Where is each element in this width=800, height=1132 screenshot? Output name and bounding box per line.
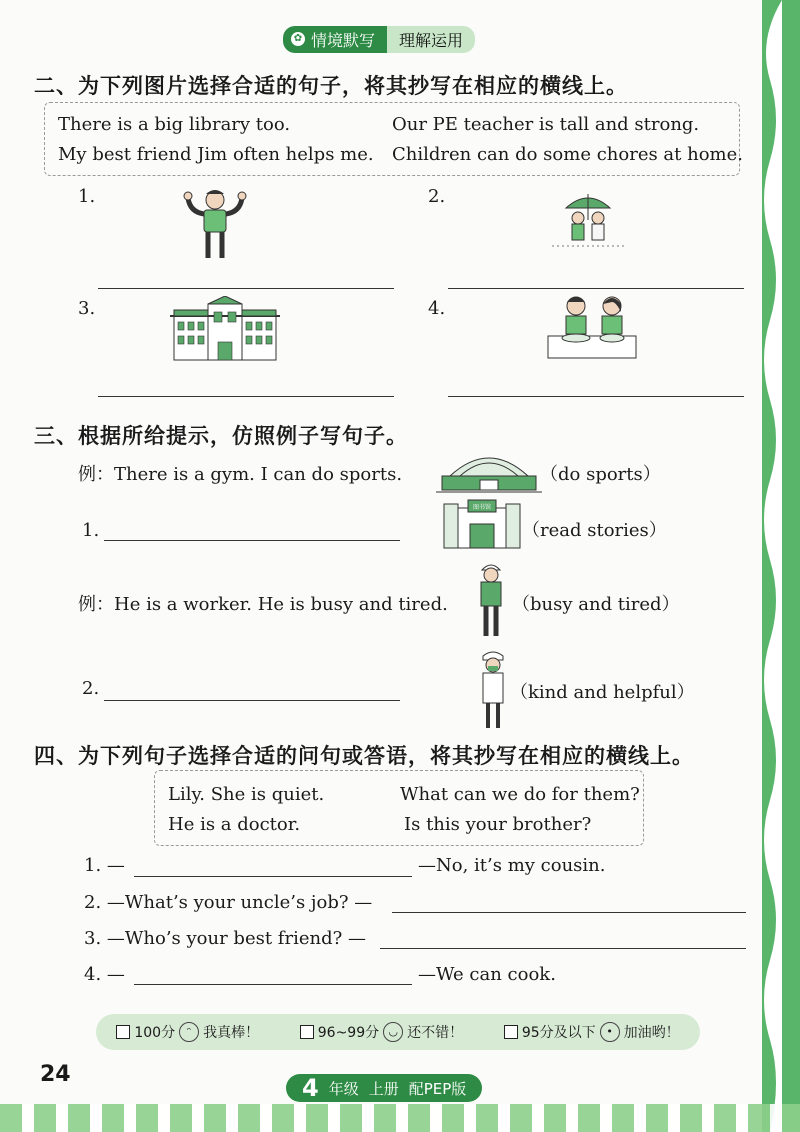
option-what-can-we-do: What can we do for them? (400, 784, 640, 805)
score-95-below[interactable] (504, 1022, 680, 1042)
encourage-face-icon: • (600, 1022, 620, 1042)
s4-answer-line-3[interactable] (380, 948, 746, 949)
self-assessment-bar (96, 1014, 700, 1050)
edition-text: 配PEP版 (408, 1079, 467, 1098)
section-2-title: 二、为下列图片选择合适的句子，将其抄写在相应的横线上。 (34, 74, 628, 98)
strong-teacher-illustration (180, 186, 250, 260)
s3-question-1-number: 1. (82, 520, 100, 541)
hint-busy-tired: （busy and tired） (512, 594, 680, 615)
s4-answer-line-4[interactable] (134, 984, 412, 985)
smile-face-icon: ◡ (383, 1022, 403, 1042)
option-chores: Children can do some chores at home. (392, 144, 743, 165)
score-96-99-checkbox[interactable] (300, 1025, 314, 1039)
s2-number-2: 2. (428, 186, 446, 207)
example-2-sentence: 例：He is a worker. He is busy and tired. (78, 594, 448, 615)
s4-answer-line-1[interactable] (134, 876, 412, 877)
flower-icon: ✿ (291, 32, 305, 46)
s4-q4-response: —We can cook. (418, 964, 556, 985)
option-library: There is a big library too. (58, 114, 291, 135)
score-95-below-text: 加油哟！ (623, 1025, 680, 1041)
bottom-decoration-band (0, 1104, 800, 1132)
answer-line-1[interactable] (98, 288, 394, 289)
s4-q4-prefix: 4. — (84, 964, 125, 985)
term-text: 上册 (368, 1079, 399, 1098)
answer-line-2[interactable] (448, 288, 744, 289)
score-100-text: 我真棒！ (203, 1025, 260, 1041)
footer-grade-label (286, 1074, 482, 1102)
s3-question-2-number: 2. (82, 678, 100, 699)
example-1-sentence: 例：There is a gym. I can do sports. (78, 464, 403, 485)
header-label (283, 27, 475, 51)
hint-kind-helpful: （kind and helpful） (510, 682, 695, 703)
grade-text: 年级 (328, 1079, 359, 1098)
score-100-label: 100分 (134, 1025, 176, 1041)
s2-number-4: 4. (428, 298, 446, 319)
score-96-99[interactable] (300, 1022, 463, 1042)
library-gate-illustration (440, 498, 524, 550)
option-pe-teacher: Our PE teacher is tall and strong. (392, 114, 700, 135)
library-sign-text: 图书馆 (472, 504, 492, 511)
header-right-label: 理解运用 (387, 26, 475, 53)
kids-umbrella-illustration (548, 186, 628, 250)
s3-answer-line-2[interactable] (104, 700, 400, 701)
answer-line-3[interactable] (98, 396, 394, 397)
s2-number-1: 1. (78, 186, 96, 207)
s4-q2-question: 2. —What’s your uncle’s job? — (84, 892, 373, 913)
option-brother: Is this your brother? (404, 814, 592, 835)
hint-do-sports: （do sports） (540, 464, 661, 485)
section-3-title: 三、根据所给提示，仿照例子写句子。 (34, 424, 408, 448)
gym-illustration (436, 446, 542, 494)
kids-chores-illustration (546, 292, 638, 362)
s4-q1-response: —No, it’s my cousin. (418, 855, 606, 876)
answer-line-4[interactable] (448, 396, 744, 397)
wavy-edge-decoration (748, 0, 782, 1132)
score-96-99-text: 还不错！ (407, 1025, 464, 1041)
s2-number-3: 3. (78, 298, 96, 319)
s3-answer-line-1[interactable] (104, 540, 400, 541)
option-best-friend: My best friend Jim often helps me. (58, 144, 374, 165)
section-4-title: 四、为下列句子选择合适的问句或答语，将其抄写在相应的横线上。 (34, 744, 694, 768)
s4-q3-question: 3. —Who’s your best friend? — (84, 928, 366, 949)
worker-illustration (474, 560, 508, 640)
page-number: 24 (40, 1062, 71, 1087)
score-95-below-checkbox[interactable] (504, 1025, 518, 1039)
score-100-checkbox[interactable] (116, 1025, 130, 1039)
library-building-illustration (168, 296, 282, 364)
option-doctor: He is a doctor. (168, 814, 301, 835)
cheering-face-icon: ᵔ (179, 1022, 199, 1042)
option-lily-quiet: Lily. She is quiet. (168, 784, 325, 805)
header-left-label: 情境默写 (311, 30, 376, 50)
s4-q1-prefix: 1. — (84, 855, 125, 876)
score-100[interactable] (116, 1022, 259, 1042)
s4-answer-line-2[interactable] (392, 912, 746, 913)
score-96-99-label: 96~99分 (317, 1025, 380, 1041)
grade-number: 4 (302, 1074, 319, 1102)
score-95-below-label: 95分及以下 (521, 1025, 596, 1041)
hint-read-stories: （read stories） (522, 520, 667, 541)
nurse-illustration (476, 646, 510, 732)
